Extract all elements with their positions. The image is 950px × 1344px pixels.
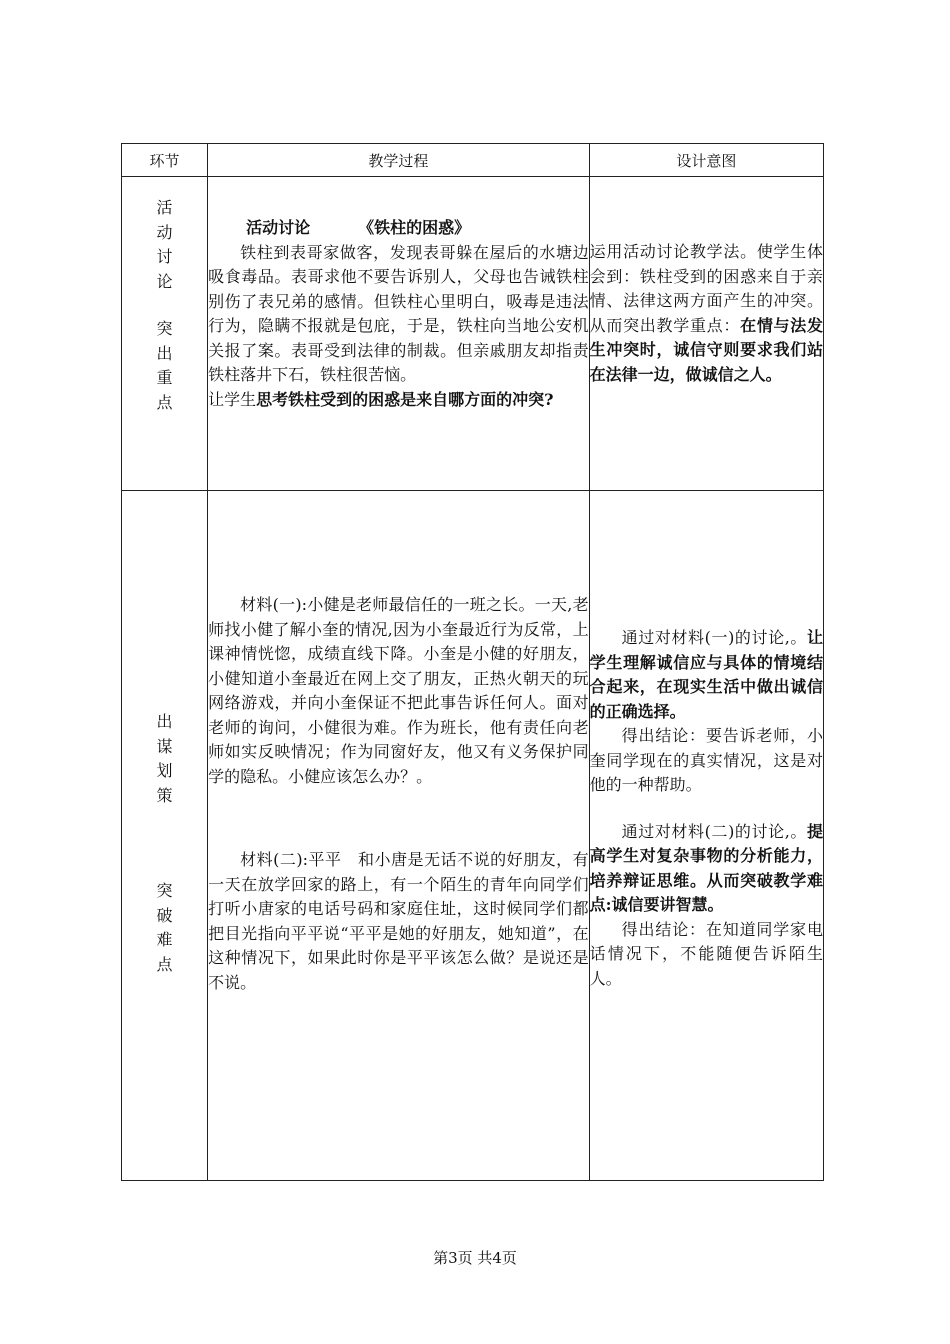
conclusion-one: 得出结论：要告诉老师，小奎同学现在的真实情况，这是对他的一种帮助。	[589, 726, 823, 794]
stage-label-b: 突破难点	[156, 881, 173, 974]
header-intent: 设计意图	[589, 144, 823, 177]
material-two: 材料(二):平平 和小唐是无话不说的好朋友，有一天在放学回家的路上，有一个陌生的青年向同学们打听小唐家的电话号码和家庭住址，这时候同学们都把目光指向平平说“平平是她的好朋友，她知道”，在这种情况下，如果此时你是平平该怎么做？是说还是不说。	[208, 850, 589, 992]
story-paragraph: 铁柱到表哥家做客，发现表哥躲在屋后的水塘边吸食毒品。表哥求他不要告诉别人，父母也告诫铁柱别伤了表兄弟的感情。但铁柱心里明白，吸毒是违法行为，隐瞒不报就是包庇，于是，铁柱向当地公安机关报了案。表哥受到法律的制裁。但亲戚朋友却指责铁柱落井下石，铁柱很苦恼。	[208, 242, 589, 384]
conclusion-two: 得出结论：在知道同学家电话情况下，不能随便告诉陌生人。	[589, 919, 823, 988]
stage-label-a: 活动讨论	[156, 198, 173, 291]
intent-two-bold: 提高学生对复杂事物的分析能力，培养辩证思维。从而突破教学难点:诚信要讲智慧。	[589, 821, 823, 914]
task-bold: 思考铁柱受到的困惑是来自哪方面的冲突?	[256, 389, 554, 409]
intent-two-plain: 通过对材料(二)的讨论,。	[621, 821, 807, 841]
intent-cell	[589, 491, 823, 1181]
header-process: 教学过程	[208, 144, 590, 177]
intent-paragraph	[590, 240, 823, 387]
header-row	[122, 144, 824, 177]
intent-one-bold: 让学生理解诚信应与具体的情境结合起来，在现实生活中做出诚信的正确选择。	[589, 628, 823, 721]
stage-cell	[122, 177, 208, 491]
activity-title-name: 《铁柱的困惑》	[358, 218, 471, 237]
stage-label-a: 出谋划策	[156, 712, 173, 805]
activity-title	[208, 216, 589, 241]
process-cell	[208, 177, 590, 491]
material-one: 材料(一):小健是老师最信任的一班之长。一天,老师找小健了解小奎的情况,因为小奎最近行为反常，上课神情恍惚，成绩直线下降。小奎是小健的好朋友，小健知道小奎最近在网上交了朋友，正热火朝天的玩网络游戏，并向小奎保证不把此事告诉任何人。面对老师的询问，小健很为难。作为班长，他有责任向老师如实反映情况；作为同窗好友，他又有义务保护同学的隐私。小健应该怎么办？。	[208, 595, 589, 786]
intent-one-plain: 通过对材料(一)的讨论,。	[621, 628, 807, 647]
header-stage: 环节	[122, 144, 208, 177]
stage-label-b: 突出重点	[156, 319, 173, 412]
intent-plain: 运用活动讨论教学法。使学生体会到：铁柱受到的困惑来自于亲情、法律这两方面产生的冲突。从而突出教学重点：	[589, 242, 823, 335]
task-plain: 让学生	[208, 389, 257, 409]
page-footer: 第3页 共4页	[433, 1249, 517, 1267]
task-paragraph	[208, 388, 589, 413]
lesson-plan-table	[121, 143, 824, 1181]
activity-title-prefix: 活动讨论	[246, 218, 311, 237]
table-row	[122, 491, 824, 1181]
process-cell	[208, 491, 590, 1181]
intent-cell	[589, 177, 823, 491]
intent-one	[590, 626, 823, 724]
stage-cell	[122, 491, 208, 1181]
intent-bold: 在情与法发生冲突时，诚信守则要求我们站在法律一边，做诚信之人。	[589, 315, 823, 384]
table-row	[122, 177, 824, 491]
intent-two	[590, 820, 823, 918]
